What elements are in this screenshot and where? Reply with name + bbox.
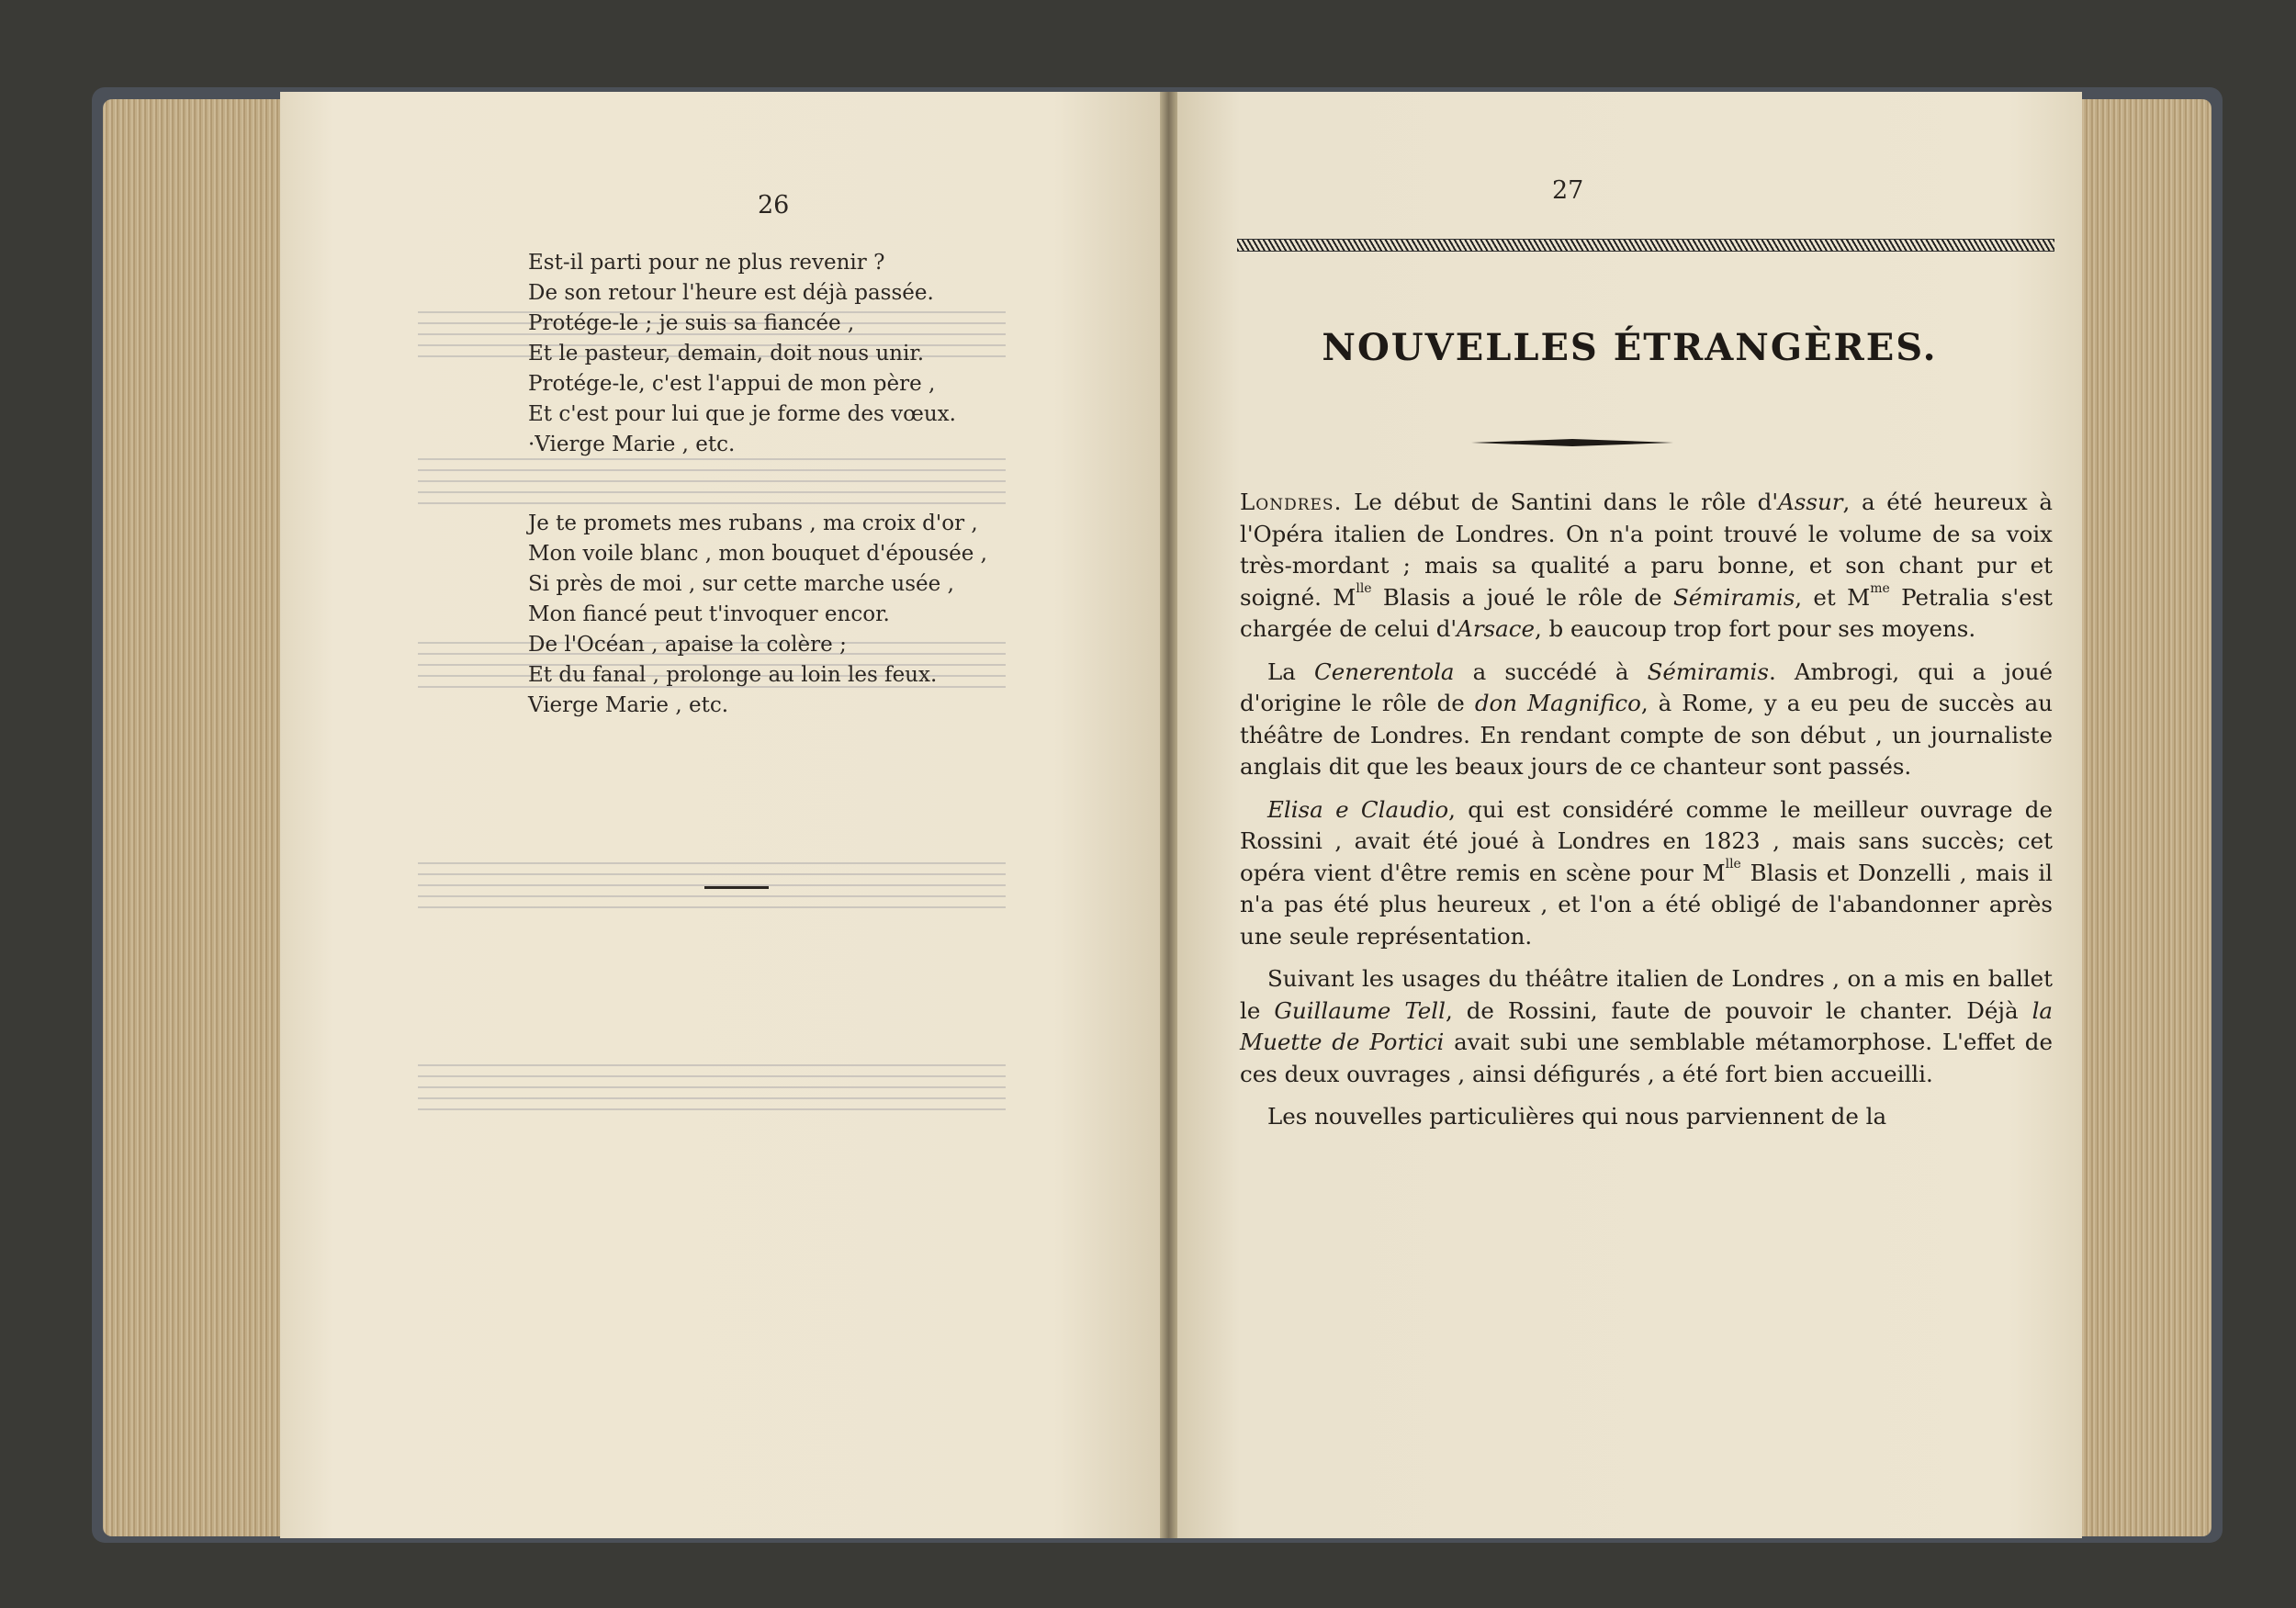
paragraph-nouvelles: Les nouvelles particulières qui nous parviennent de la xyxy=(1267,1103,1887,1130)
role-name: Assur xyxy=(1778,489,1843,515)
role-name: Arsace xyxy=(1457,615,1535,642)
verse-line: De son retour l'heure est déjà passée. xyxy=(528,281,934,305)
text-run: , a été heureux à l'Opéra italien de Londres. On n'a point trouvé le volume de sa voix très-mordant ; mais sa qualité a paru bonne, et son chant pur et soigné. M xyxy=(1240,489,2053,611)
verse-line: Vierge Marie , etc. xyxy=(528,693,729,717)
end-rule xyxy=(704,886,769,889)
abbrev-sup: lle xyxy=(1356,580,1372,596)
abbrev-sup: me xyxy=(1870,580,1890,596)
text-run: Blasis a joué le rôle de xyxy=(1371,583,1673,611)
swelled-rule xyxy=(1471,439,1673,446)
verse-line: Mon voile blanc , mon bouquet d'épousée , xyxy=(528,542,987,566)
verse-line: ·Vierge Marie , etc. xyxy=(528,433,736,456)
opera-title: Guillaume Tell xyxy=(1274,996,1446,1024)
paragraph-elisa xyxy=(1240,794,2053,953)
text-run: avait subi une semblable métamorphose. L'effet de ces deux ouvrages , ainsi défigurés , a été fort bien accueilli. xyxy=(1240,1029,2053,1087)
role-name: don Magnifico xyxy=(1474,690,1641,716)
poem-text xyxy=(528,248,1125,721)
opera-title: la Muette de Portici xyxy=(1240,996,2054,1055)
article-body xyxy=(1240,487,2053,1144)
section-heading: NOUVELLES ÉTRANGÈRES. xyxy=(1322,326,1938,369)
verse-line: Et c'est pour lui que je forme des vœux. xyxy=(528,402,956,426)
page-number: 27 xyxy=(1552,176,1584,205)
place-name: Londres. xyxy=(1240,489,1343,515)
text-run: Blasis et Donzelli , mais il n'a pas été plus heureux , et l'on a été obligé de l'abandonner après une seule représentation. xyxy=(1240,859,2053,950)
paragraph-londres xyxy=(1240,487,2053,646)
text-run: La xyxy=(1267,658,1314,685)
paragraph-cenerentola xyxy=(1240,657,2053,783)
opera-title: Elisa e Claudio xyxy=(1267,795,1449,823)
opera-title: Sémiramis xyxy=(1647,658,1769,685)
verse-line: Protége-le, c'est l'appui de mon père , xyxy=(528,372,936,396)
opera-title: Cenerentola xyxy=(1313,658,1455,685)
ornamental-rule xyxy=(1237,239,2054,252)
text-run: , à Rome, y a eu peu de succès au théâtre de Londres. En rendant compte de son début , un journaliste anglais dit que les beaux jours de ce chanteur sont passés. xyxy=(1240,690,2053,780)
text-run: , de Rossini, faute de pouvoir le chanter. Déjà xyxy=(1445,996,2032,1024)
verse-line: Mon fiancé peut t'invoquer encor. xyxy=(528,602,890,626)
text-run: . Ambrogi, qui a joué d'origine le rôle de xyxy=(1240,658,2054,716)
page-number: 26 xyxy=(758,191,790,219)
role-name: Sémiramis xyxy=(1672,583,1795,611)
text-run: a succédé à xyxy=(1454,658,1648,685)
text-run: , b eaucoup trop fort pour ses moyens. xyxy=(1534,615,1976,642)
verse-line: Et le pasteur, demain, doit nous unir. xyxy=(528,342,925,365)
text-run: Suivant les usages du théâtre italien de Londres , on a mis en ballet le xyxy=(1240,965,2053,1024)
left-page xyxy=(280,92,1160,1538)
text-run: Le début de Santini dans le rôle d' xyxy=(1342,489,1779,515)
text-run: , et M xyxy=(1795,583,1871,611)
verse-line: Je te promets mes rubans , ma croix d'or , xyxy=(528,512,978,535)
text-run: , qui est considéré comme le meilleur ouvrage de Rossini , avait été joué à Londres en 1823 , mais sans succès; cet opéra vient d'être remis en scène pour M xyxy=(1240,795,2053,886)
stanza-2 xyxy=(528,509,1125,721)
stanza-1 xyxy=(528,248,1125,460)
book-gutter xyxy=(1160,92,1177,1538)
page-edges-right xyxy=(2074,99,2212,1536)
verse-line: Est-il parti pour ne plus revenir ? xyxy=(528,251,885,275)
verse-line: Si près de moi , sur cette marche usée , xyxy=(528,572,954,596)
abbrev-sup: lle xyxy=(1725,856,1741,871)
verse-line: De l'Océan , apaise la colère ; xyxy=(528,633,847,657)
paragraph-guillaume-tell xyxy=(1240,963,2053,1090)
verse-line: Protége-le ; je suis sa fiancée , xyxy=(528,311,855,335)
right-page xyxy=(1177,92,2082,1538)
text-run: Petralia s'est chargée de celui d' xyxy=(1240,583,2053,642)
verse-line: Et du fanal , prolonge au loin les feux. xyxy=(528,663,938,687)
